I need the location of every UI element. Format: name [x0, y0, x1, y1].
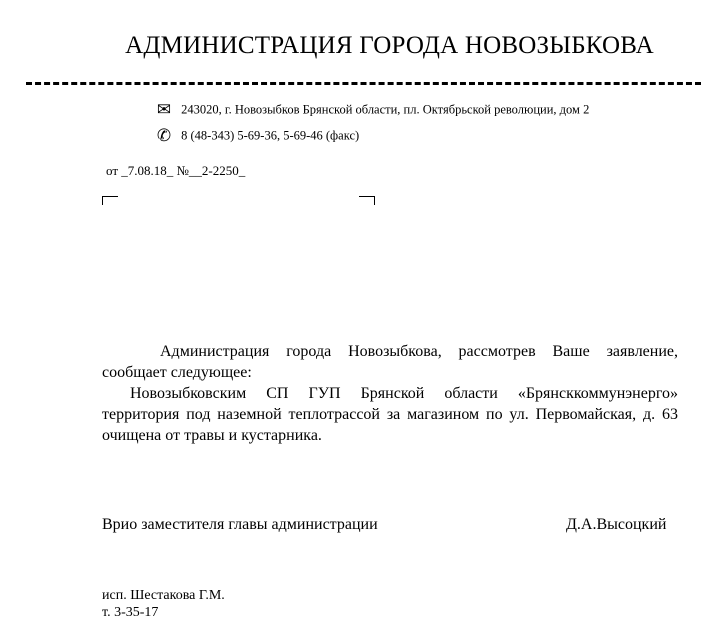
signatory-name: Д.А.Высоцкий — [566, 516, 667, 533]
phone-row — [150, 126, 359, 146]
executor-phone: т. 3-35-17 — [102, 605, 159, 620]
letter-body — [102, 341, 678, 446]
organization-title: АДМИНИСТРАЦИЯ ГОРОДА НОВОЗЫБКОВА — [125, 32, 654, 59]
body-paragraph: Администрация города Новозыбкова, рассмотрев Ваше заявление, сообщает следующее: — [102, 343, 678, 381]
phone-text: 8 (48-343) 5-69-36, 5-69-46 (факс) — [181, 128, 360, 143]
body-paragraph: Новозыбковским СП ГУП Брянской области «Брянсккоммунэнерго» территория под наземной теплотрассой за магазином по ул. Первомайская, д. 63 очищена от травы и кустарника. — [102, 385, 678, 444]
telephone-icon: ✆ — [156, 126, 172, 145]
outgoing-number: от _7.08.18_ №__2-2250_ — [106, 163, 246, 178]
header-divider — [26, 82, 701, 85]
envelope-icon: ✉ — [156, 100, 172, 119]
address-block-corner-left — [102, 196, 118, 205]
executor-block — [102, 587, 225, 621]
signatory-role: Врио заместителя главы администрации — [102, 516, 378, 533]
executor-name: исп. Шестакова Г.М. — [102, 588, 225, 603]
address-block-corner-right — [359, 196, 375, 205]
address-text: 243020, г. Новозыбков Брянской области, пл. Октябрьской революции, дом 2 — [181, 102, 590, 117]
address-row — [150, 100, 589, 120]
